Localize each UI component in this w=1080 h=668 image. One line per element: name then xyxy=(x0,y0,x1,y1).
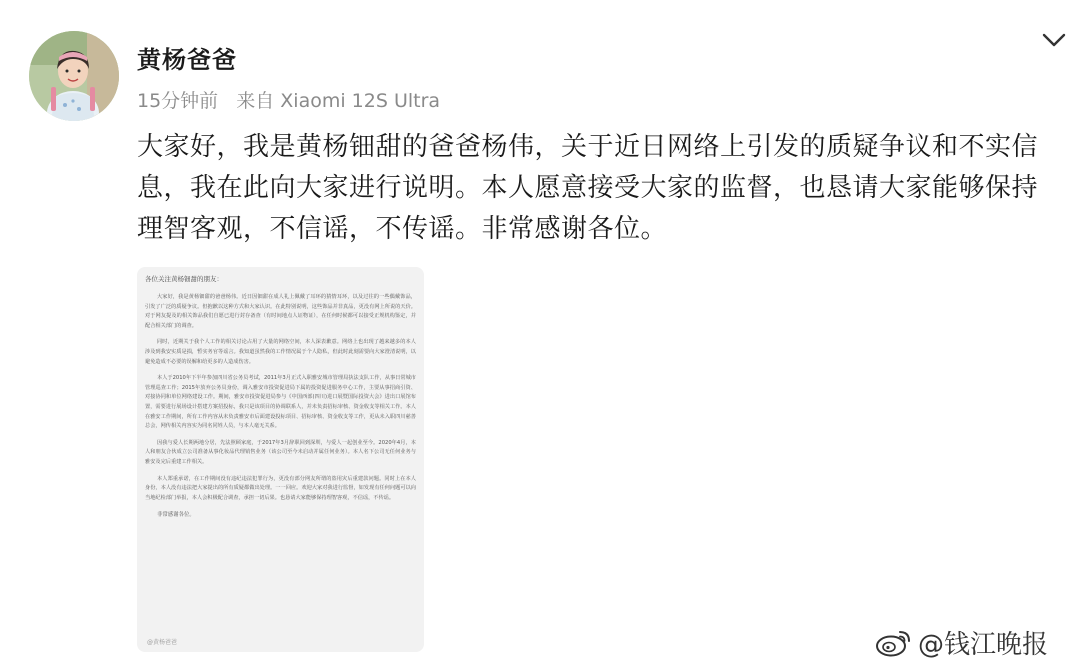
letter-paragraph: 本人于2010年下半年参加四川省公务员考试，2011年3月正式入职雅安城市管理局执法支队工作，从事日常城市管理巡查工作；2015年放弃公务员身份，调入雅安市投资促进局下属的投资促进服务中心工作，主要从事招商引资、对接协同和单位网络建设工作。期间，雅安市投资促进局参与《中国西部(四川)进口展暨国际投资大会》进出口展馆布置，需要进行展场设计搭建方案招投标，我只是该项目的协调联系人，并未负责招标审核、资金收支等相关工作。本人在雅安工作期间，所有工作内容从未负责雅安市后面建设投标项目、招标审核、资金收支等工作，更从未入职四川慈善总会，网传相关内容实为同名同姓人员，与本人毫无关系。 xyxy=(145,375,416,430)
letter-greeting: 各位关注黄杨钿甜的朋友： xyxy=(145,275,223,283)
letter-paragraph: 同时，近期关于我个人工作的相关讨论占用了大量的网络空间，本人深表歉意。网络上也出现了越来越多的本人涉及到我安实质是损，暂实务官等谣言。我知道虽然我的工作情况属于个人隐私，但此时此刻需要向大家澄清说明，以避免造成不必要的误解和给更多的人造成伤害。 xyxy=(145,339,416,365)
post-text: 大家好，我是黄杨钿甜的爸爸杨伟，关于近日网络上引发的质疑争议和不实信息，我在此向大家进行说明。本人愿意接受大家的监督，也恳请大家能够保持理智客观，不信谣，不传谣。非常感谢各位。 xyxy=(137,132,1039,244)
attached-image-letter[interactable] xyxy=(137,267,424,652)
avatar[interactable] xyxy=(29,31,119,121)
weibo-logo-icon xyxy=(874,626,914,658)
chevron-down-icon xyxy=(1036,26,1072,54)
watermark-text: @钱江晚报 xyxy=(918,629,1049,660)
avatar-photo xyxy=(29,31,119,121)
attachment-watermark: @黄杨爸爸 xyxy=(147,639,178,646)
watermark xyxy=(874,624,1048,660)
letter-paragraph: 因我与爱人长期两地分居，先法照顾家庭，于2017年3月辞职回到深圳，与爱人一起创业至今。2020年4月，本人和朋友合伙成立公司准备从事化妆品代理销售业务（该公司至今未启动并属任何业务）。本人名下公司无任何业务与雅安及完后重建工作相关。 xyxy=(145,439,416,465)
post-meta xyxy=(137,86,440,113)
letter-paragraph: 大家好，我是黄杨钿甜的爸爸杨伟。近日因钿甜在成人礼上佩戴了耳环的猜情耳环，以及过往的一些偶戴饰品，引发了广泛的质疑争议。但抱歉以这种方式和大家认识。在此特别说明，这些饰品并非真品，更没有网上所说的天价。对于网友提及的相关饰品我们自愿已进行封存备查（有时间地点人证物证），在任何时候都可以接受正规机构鉴定，并配合相关部门的调查。 xyxy=(145,294,416,329)
more-options-button[interactable] xyxy=(1036,26,1072,54)
username[interactable]: 黄杨爸爸 xyxy=(137,46,237,74)
post-source[interactable]: 来自 Xiaomi 12S Ultra xyxy=(236,90,441,112)
letter-closing: 非常感谢各位。 xyxy=(157,512,195,519)
post-time: 15分钟前 xyxy=(137,90,219,112)
letter-paragraph: 本人郑重承诺，在工作期间没有违纪违法犯罪行为，更没有部分网友所谓的盗用灾后重建款问题。同时上在本人身份，本人没有违法把大家提出的所有质疑都做出处理。一一回应。欢迎大家对我进行监督，如发现有任何问题可以向当地纪检部门举报，本人会积极配合调查，承担一切后果。也恳请大家能够保持理智客观，不信谣，不传谣。 xyxy=(145,475,416,501)
